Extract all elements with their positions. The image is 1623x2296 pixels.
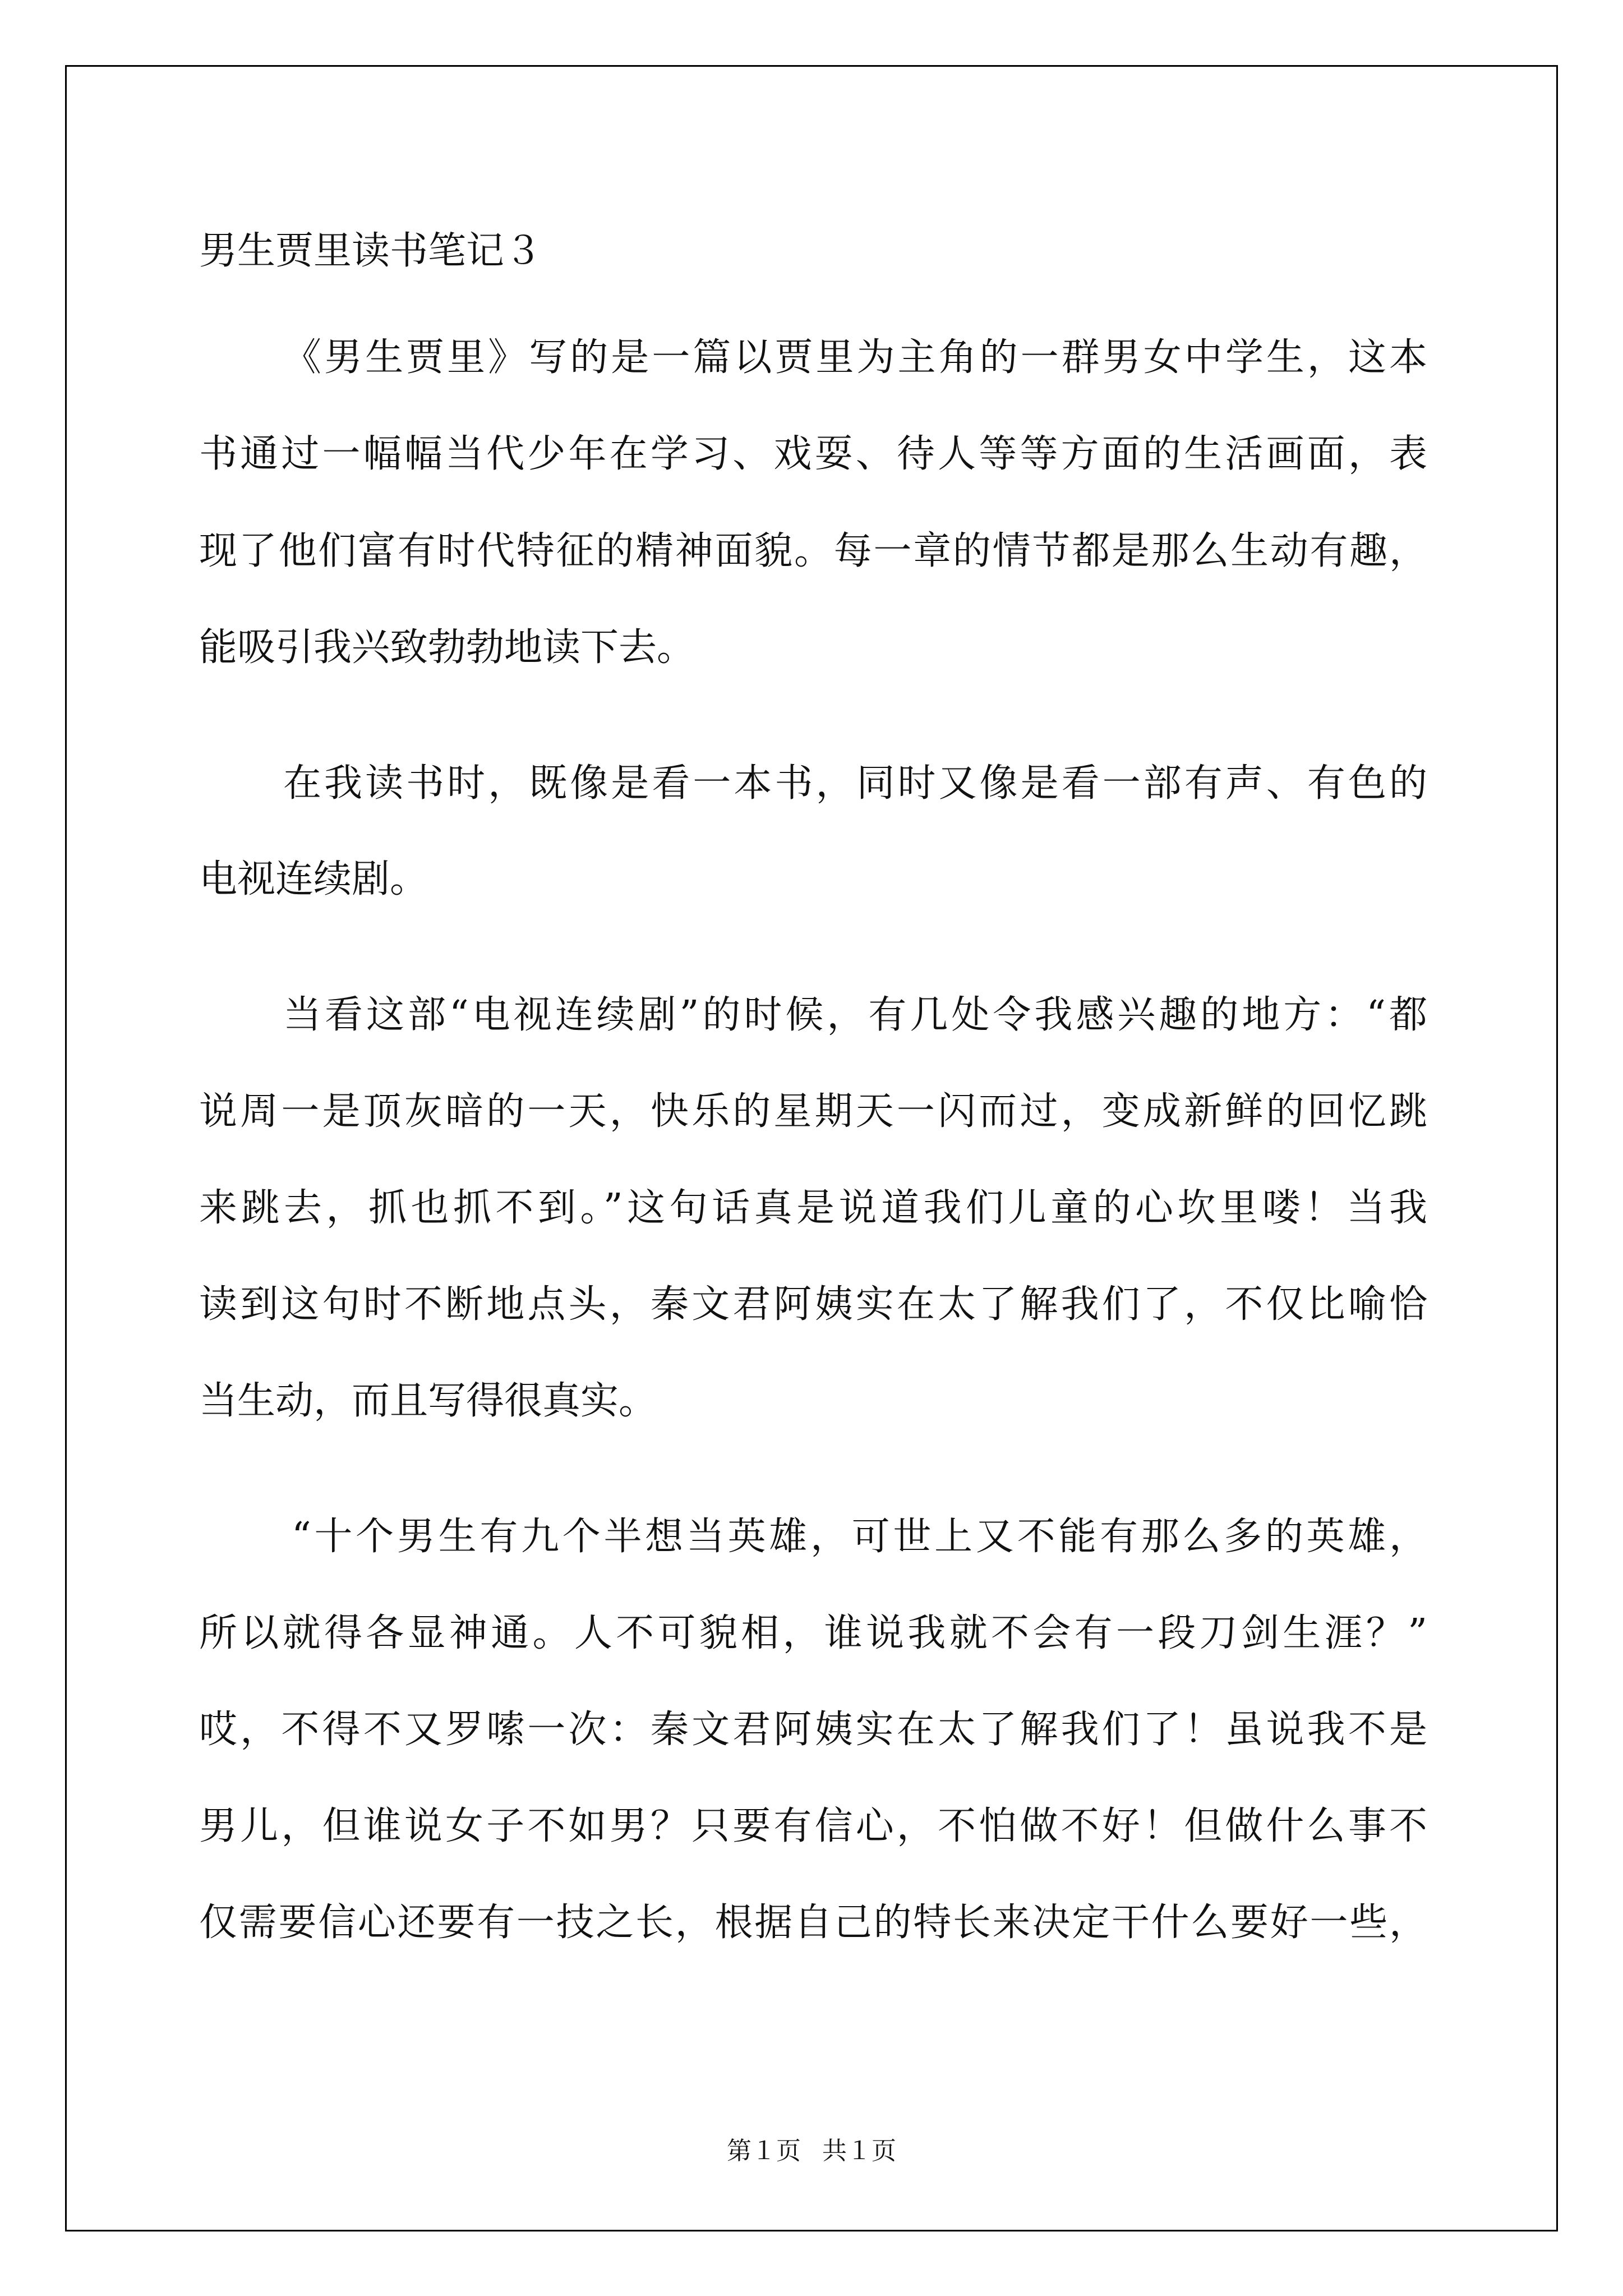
paragraph-line: 电视连续剧。 xyxy=(199,857,428,901)
paragraph-line: 现了他们富有时代特征的精神面貌。每一章的情节都是那么生动有趣， xyxy=(199,529,1427,573)
page-number: 第１页 xyxy=(727,2137,801,2165)
paragraph-line: 所以就得各显神通。人不可貌相，谁说我就不会有一段刀剑生涯？” xyxy=(199,1611,1427,1655)
paragraph-line: 在我读书时，既像是看一本书，同时又像是看一部有声、有色的 xyxy=(283,761,1427,806)
paragraph-line: 能吸引我兴致勃勃地读下去。 xyxy=(199,625,695,670)
paragraph-line: 来跳去，抓也抓不到。”这句话真是说道我们儿童的心坎里喽！当我 xyxy=(199,1186,1427,1230)
paragraph-line: 当看这部“电视连续剧”的时候，有几处令我感兴趣的地方：“都 xyxy=(283,993,1427,1037)
paragraph-line: 说周一是顶灰暗的一天，快乐的星期天一闪而过，变成新鲜的回忆跳 xyxy=(199,1089,1427,1134)
paragraph-line: 仅需要信心还要有一技之长，根据自己的特长来决定干什么要好一些， xyxy=(199,1901,1427,1945)
document-title: 男生贾里读书笔记３ xyxy=(199,229,543,273)
page-footer xyxy=(0,2131,1623,2166)
paragraph-line: 男儿，但谁说女子不如男？只要有信心，不怕做不好！但做什么事不 xyxy=(199,1804,1427,1848)
paragraph-line: 哎，不得不又罗嗦一次：秦文君阿姨实在太了解我们了！虽说我不是 xyxy=(199,1708,1427,1752)
page-total: 共１页 xyxy=(822,2137,896,2165)
paragraph-line: “十个男生有九个半想当英雄，可世上又不能有那么多的英雄， xyxy=(292,1515,1427,1559)
paragraph-line: 当生动，而且写得很真实。 xyxy=(199,1379,657,1423)
paragraph-line: 书通过一幅幅当代少年在学习、戏耍、待人等等方面的生活画面，表 xyxy=(199,432,1427,476)
paragraph-line: 读到这句时不断地点头，秦文君阿姨实在太了解我们了，不仅比喻恰 xyxy=(199,1282,1427,1327)
paragraph-line: 《男生贾里》写的是一篇以贾里为主角的一群男女中学生，这本 xyxy=(283,335,1427,380)
